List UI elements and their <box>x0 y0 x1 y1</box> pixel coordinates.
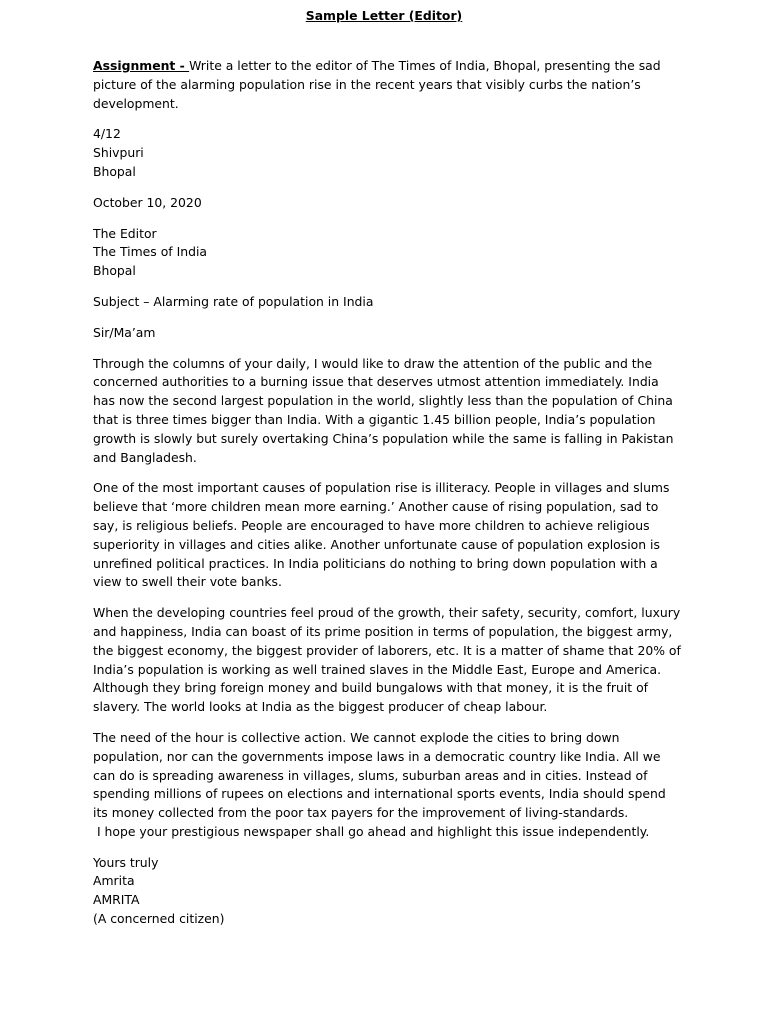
sign-off-line: Yours truly <box>93 854 159 870</box>
salutation: Sir/Ma’am <box>93 324 156 340</box>
assignment-block <box>93 57 681 113</box>
assignment-text: Write a letter to the editor of The Times of India, Bhopal, presenting the sad picture of the alarming population rise in the recent years that visibly curbs the nation’s development. <box>93 58 661 111</box>
body-paragraph: The need of the hour is collective action. We cannot explode the cities to bring down population, nor can the governments impose laws in a democratic country like India. All we can do is spreading awareness in villages, slums, suburban areas and in cities. Instead of spending millions of rupees on elections and international sports events, India should spend its money collected from the poor tax payers for the improvement of living-standards. <box>93 729 666 821</box>
recipient-line: Bhopal <box>93 263 136 279</box>
recipient-line: The Times of India <box>93 244 207 260</box>
sender-address-line: 4/12 <box>93 126 121 142</box>
body-paragraph: Through the columns of your daily, I would like to draw the attention of the public and the concerned authorities to a burning issue that deserves utmost attention immediately. India has now the second largest population in the world, slightly less than the population of China that is three times bigger than India. With a gigantic 1.45 billion people, India’s population growth is slowly but surely overtaking China’s population while the same is falling in Pakistan and Bangladesh. <box>93 355 674 465</box>
body-paragraph: One of the most important causes of population rise is illiteracy. People in villages and slums believe that ‘more children mean more earning.’ Another cause of rising population, sad to say, is religious beliefs. People are encouraged to have more children to achieve religious superiority in villages and cities alike. Another unfortunate cause of population explosion is unrefined political practices. In India politicians do nothing to bring down population with a view to swell their vote banks. <box>93 480 670 590</box>
body-paragraph: When the developing countries feel proud of the growth, their safety, security, comfort, luxury and happiness, India can boast of its prime position in terms of population, the biggest army, the biggest economy, the biggest provider of laborers, etc. It is a matter of shame that 20% of India’s population is working as well trained slaves in the Middle East, Europe and America. Although they bring foreign money and build bungalows with that money, it is the fruit of slavery. The world looks at India as the biggest producer of cheap labour. <box>93 605 681 715</box>
signature-block <box>93 854 681 929</box>
subject-line: Subject – Alarming rate of population in India <box>93 293 374 309</box>
closing-line: I hope your prestigious newspaper shall go ahead and highlight this issue independently. <box>93 823 650 839</box>
letter-date: October 10, 2020 <box>93 194 202 210</box>
sender-address-line: Shivpuri <box>93 145 144 161</box>
sender-address-line: Bhopal <box>93 163 136 179</box>
recipient-address <box>93 225 681 281</box>
signer-name: Amrita <box>93 873 135 889</box>
signer-name-caps: AMRITA <box>93 892 140 908</box>
letter-body <box>93 57 681 941</box>
recipient-line: The Editor <box>93 225 157 241</box>
assignment-label: Assignment - <box>93 58 190 73</box>
sender-address <box>93 125 681 181</box>
signer-descriptor: (A concerned citizen) <box>93 911 225 927</box>
document-title: Sample Letter (Editor) <box>305 8 463 23</box>
